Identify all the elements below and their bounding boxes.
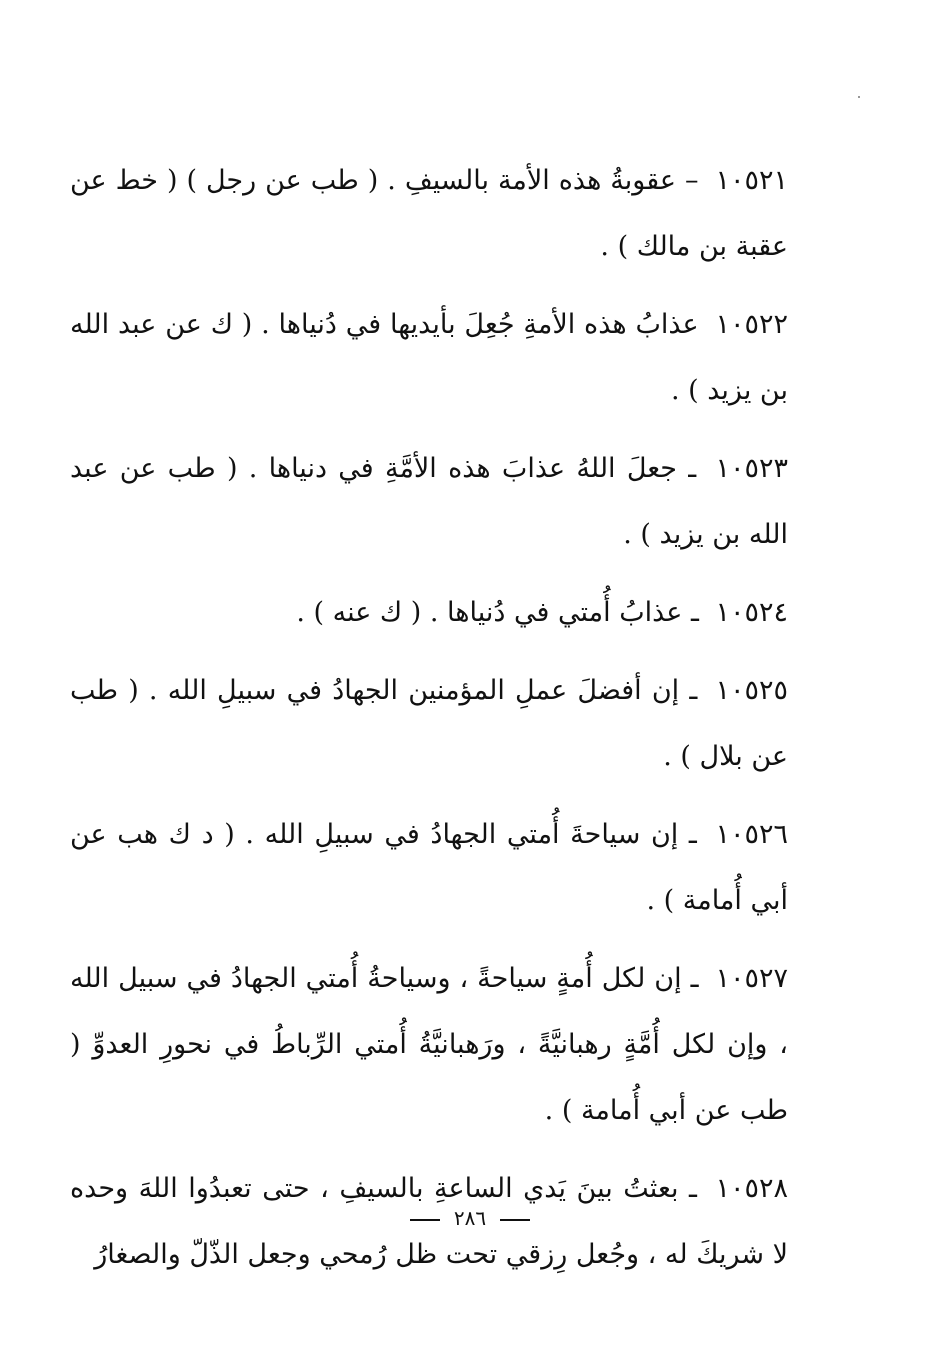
hadith-text: ـ إن لكل أُمةٍ سياحةً ، وسياحةُ أُمتي الجهادُ في سبيل الله ، وإن لكل أُمَّةٍ رهبانيَّةً ، ورَهبانيَّةُ أُمتي الرِّباطُ في نحورِ العدوِّ ( طب عن أبي أُمامة ) . (70, 963, 788, 1126)
hadith-text: عذابُ هذه الأمةِ جُعِلَ بأيديها في دُنياها . ( ك عن عبد الله بن يزيد ) . (70, 309, 788, 406)
hadith-number: ١٠٥٢٢ (715, 309, 788, 340)
hadith-entry (70, 946, 788, 1144)
footer-dash (410, 1219, 440, 1221)
hadith-text: ـ جعلَ اللهُ عذابَ هذه الأمَّةِ في دنياها . ( طب عن عبد الله بن يزيد ) . (70, 453, 788, 550)
hadith-number: ١٠٥٢٣ (715, 453, 788, 484)
hadith-entry (70, 148, 788, 280)
hadith-list (70, 148, 788, 1300)
hadith-number: ١٠٥٢٧ (715, 963, 788, 994)
hadith-text: ـ بعثتُ بينَ يَدي الساعةِ بالسيفِ ، حتى تعبدُوا اللهَ وحده لا شريكَ له ، وجُعل رِزقي تحت ظل رُمحي وجعل الذّلّ والصغارُ (70, 1173, 788, 1270)
hadith-number: ١٠٥٢٨ (715, 1173, 788, 1204)
footer-dash (500, 1219, 530, 1221)
hadith-entry (70, 802, 788, 934)
page-number-footer (0, 1206, 940, 1230)
hadith-entry (70, 292, 788, 424)
hadith-number: ١٠٥٢١ (715, 165, 788, 196)
hadith-entry (70, 436, 788, 568)
hadith-number: ١٠٥٢٥ (715, 675, 788, 706)
hadith-entry (70, 658, 788, 790)
page-number: ٢٨٦ (453, 1206, 487, 1230)
hadith-entry (70, 580, 788, 646)
hadith-text: ـ عذابُ أُمتي في دُنياها . ( ك عنه ) . (296, 597, 699, 628)
hadith-number: ١٠٥٢٤ (715, 597, 788, 628)
page-speck (858, 96, 860, 98)
hadith-text: ـ إن أفضلَ عملِ المؤمنين الجهادُ في سبيلِ الله . ( طب عن بلال ) . (70, 675, 788, 772)
hadith-number: ١٠٥٢٦ (715, 819, 788, 850)
hadith-text: ـ إن سياحةَ أُمتي الجهادُ في سبيلِ الله . ( د ك هب عن أبي أُمامة ) . (70, 819, 788, 916)
hadith-text: – عقوبةُ هذه الأمة بالسيفِ . ( طب عن رجل ) ( خط عن عقبة بن مالك ) . (70, 165, 788, 262)
